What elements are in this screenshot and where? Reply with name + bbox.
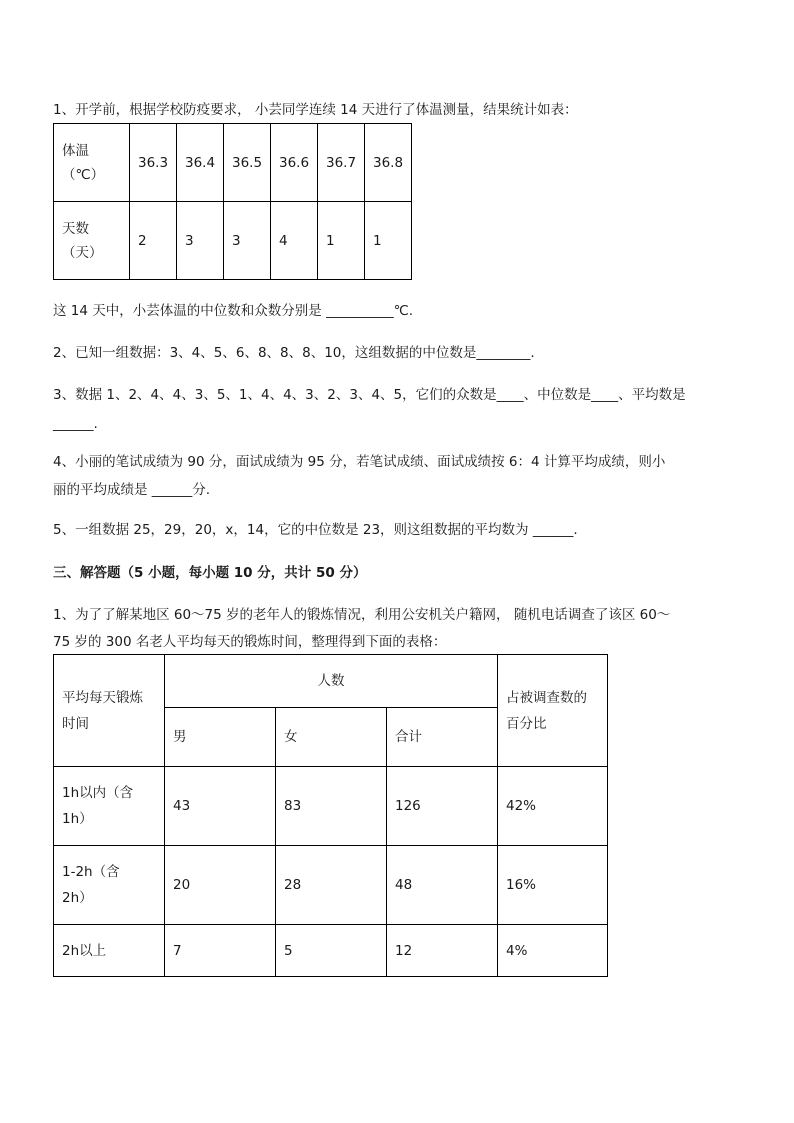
cell-text: （℃） <box>62 166 105 183</box>
temp-cell: 36.3 <box>130 124 177 202</box>
table-row <box>54 124 412 202</box>
header-total: 合计 <box>387 708 498 767</box>
table-header-row <box>54 655 608 708</box>
header-male: 男 <box>165 708 276 767</box>
answer-blank: ______ <box>151 482 193 498</box>
s3q1-line2: 75 岁的 300 名老人平均每天的锻炼时间，整理得到下面的表格： <box>53 634 447 650</box>
cell-text: 百分比 <box>506 715 547 732</box>
table-row <box>54 846 608 925</box>
temperature-table <box>53 123 412 280</box>
days-cell: 3 <box>177 202 224 280</box>
q5: 5、一组数据 25，29，20，x，14，它的中位数是 23，则这组数据的平均数为 ______. <box>53 522 578 538</box>
answer-blank: ________ <box>476 345 531 361</box>
q4-line2 <box>53 480 210 500</box>
q1-stem: 1、开学前，根据学校防疫要求， 小芸同学连续 14 天进行了体温测量，结果统计如表： <box>53 102 578 118</box>
male-cell: 20 <box>165 846 276 925</box>
q4-line1: 4、小丽的笔试成绩为 90 分，面试成绩为 95 分，若笔试成绩、面试成绩按 6：4 计算平均成绩，则小 <box>53 454 666 470</box>
q1-question-unit: ℃. <box>393 303 414 319</box>
percentage-cell: 4% <box>498 925 608 977</box>
time-cell <box>54 767 165 846</box>
cell-text: 1-2h（含 <box>62 864 120 880</box>
cell-text: （天） <box>62 244 103 261</box>
q3-line2: ______. <box>53 416 98 432</box>
days-cell: 2 <box>130 202 177 280</box>
q2-text: 2、已知一组数据：3、4、5、6、8、8、8、10，这组数据的中位数是 <box>53 345 477 361</box>
q3-line1: 3、数据 1、2、4、4、3、5、1、4、4、3、2、3、4、5，它们的众数是____、中位数是____、平均数是 <box>53 387 686 403</box>
cell-text: 1h） <box>62 811 93 827</box>
answer-blank: __________ <box>326 303 394 319</box>
temp-cell: 36.4 <box>177 124 224 202</box>
days-cell: 1 <box>318 202 365 280</box>
temp-cell: 36.7 <box>318 124 365 202</box>
percentage-cell: 16% <box>498 846 608 925</box>
q4-text: 丽的平均成绩是 <box>53 482 152 498</box>
header-percentage <box>498 655 608 767</box>
cell-text: 时间 <box>62 715 89 732</box>
row-label-days <box>54 202 130 280</box>
female-cell: 5 <box>276 925 387 977</box>
q1-question <box>53 301 413 321</box>
days-cell: 1 <box>365 202 412 280</box>
q1-question-text: 这 14 天中，小芸体温的中位数和众数分别是 <box>53 303 327 319</box>
cell-text: 占被调查数的 <box>506 689 587 706</box>
time-cell <box>54 846 165 925</box>
male-cell: 7 <box>165 925 276 977</box>
table-row <box>54 202 412 280</box>
time-cell <box>54 925 165 977</box>
header-female: 女 <box>276 708 387 767</box>
header-time <box>54 655 165 767</box>
q2-end: . <box>530 345 535 361</box>
cell-text: 体温 <box>62 142 89 159</box>
table-row <box>54 925 608 977</box>
cell-text: 1h以内（含 <box>62 785 134 801</box>
exercise-table <box>53 654 608 977</box>
header-people: 人数 <box>165 655 498 708</box>
female-cell: 83 <box>276 767 387 846</box>
s3q1-line1: 1、为了了解某地区 60～75 岁的老年人的锻炼情况，利用公安机关户籍网， 随机电话调查了该区 60～ <box>53 607 671 623</box>
male-cell: 43 <box>165 767 276 846</box>
temp-cell: 36.6 <box>271 124 318 202</box>
table-row <box>54 767 608 846</box>
days-cell: 3 <box>224 202 271 280</box>
female-cell: 28 <box>276 846 387 925</box>
total-cell: 48 <box>387 846 498 925</box>
cell-text: 平均每天锻炼 <box>62 689 143 706</box>
total-cell: 126 <box>387 767 498 846</box>
temp-cell: 36.8 <box>365 124 412 202</box>
q4-unit: 分. <box>192 482 211 498</box>
row-label-temperature <box>54 124 130 202</box>
cell-text: 天数 <box>62 220 89 237</box>
cell-text: 2h） <box>62 890 93 906</box>
percentage-cell: 42% <box>498 767 608 846</box>
temp-cell: 36.5 <box>224 124 271 202</box>
days-cell: 4 <box>271 202 318 280</box>
total-cell: 12 <box>387 925 498 977</box>
section-heading: 三、解答题（5 小题，每小题 10 分，共计 50 分） <box>53 565 367 581</box>
q2 <box>53 343 535 363</box>
cell-text: 2h以上 <box>62 942 107 959</box>
